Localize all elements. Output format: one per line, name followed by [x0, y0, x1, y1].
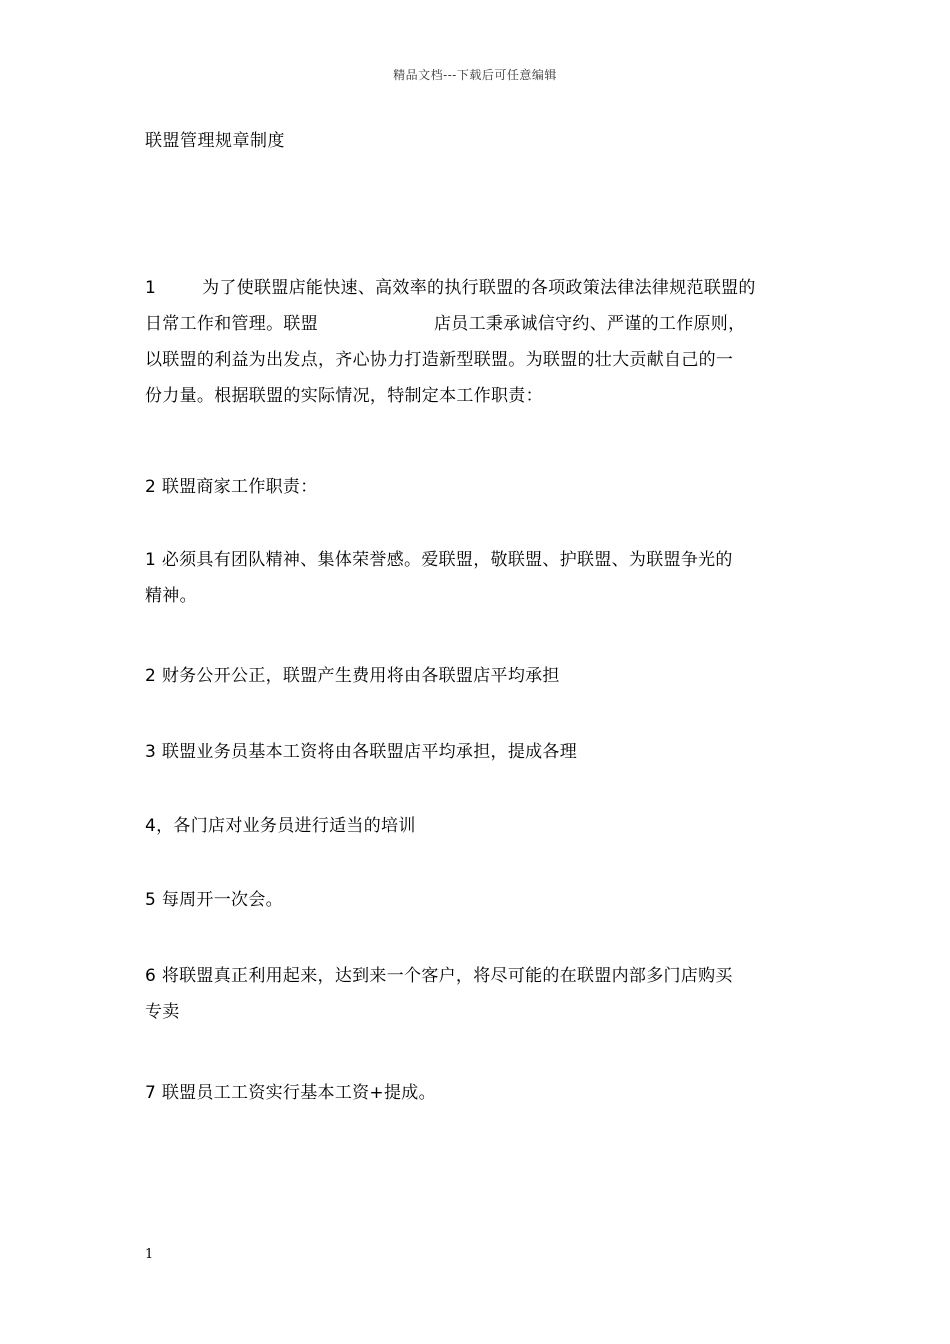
page-header: 精品文档---下载后可任意编辑 — [393, 68, 557, 82]
list-item-2: 2 财务公开公正，联盟产生费用将由各联盟店平均承担 — [145, 666, 560, 686]
intro-line-4: 份力量。根据联盟的实际情况，特制定本工作职责： — [145, 386, 543, 406]
page-number: 1 — [145, 1247, 154, 1262]
intro-line-2: 日常工作和管理。联盟 店员工秉承诚信守约、严谨的工作原则， — [145, 314, 746, 334]
document-title: 联盟管理规章制度 — [145, 131, 285, 151]
intro-line-1: 1 为了使联盟店能快速、高效率的执行联盟的各项政策法律法律规范联盟的 — [145, 278, 756, 298]
list-item-4: 4，各门店对业务员进行适当的培训 — [145, 816, 416, 836]
intro-number: 1 — [145, 278, 157, 298]
list-item-1: 1 必须具有团队精神、集体荣誉感。爱联盟，敬联盟、护联盟、为联盟争光的 精神。 — [145, 550, 733, 606]
intro-paragraph — [145, 270, 825, 414]
section-2-heading: 2 联盟商家工作职责： — [145, 477, 318, 497]
list-item-5: 5 每周开一次会。 — [145, 890, 283, 910]
list-item-3: 3 联盟业务员基本工资将由各联盟店平均承担，提成各理 — [145, 742, 578, 762]
intro-line-3: 以联盟的利益为出发点，齐心协力打造新型联盟。为联盟的壮大贡献自己的一 — [145, 350, 734, 370]
list-item-6: 6 将联盟真正利用起来，达到来一个客户，将尽可能的在联盟内部多门店购买 专卖 — [145, 966, 733, 1022]
list-item-7: 7 联盟员工工资实行基本工资+提成。 — [145, 1083, 436, 1103]
